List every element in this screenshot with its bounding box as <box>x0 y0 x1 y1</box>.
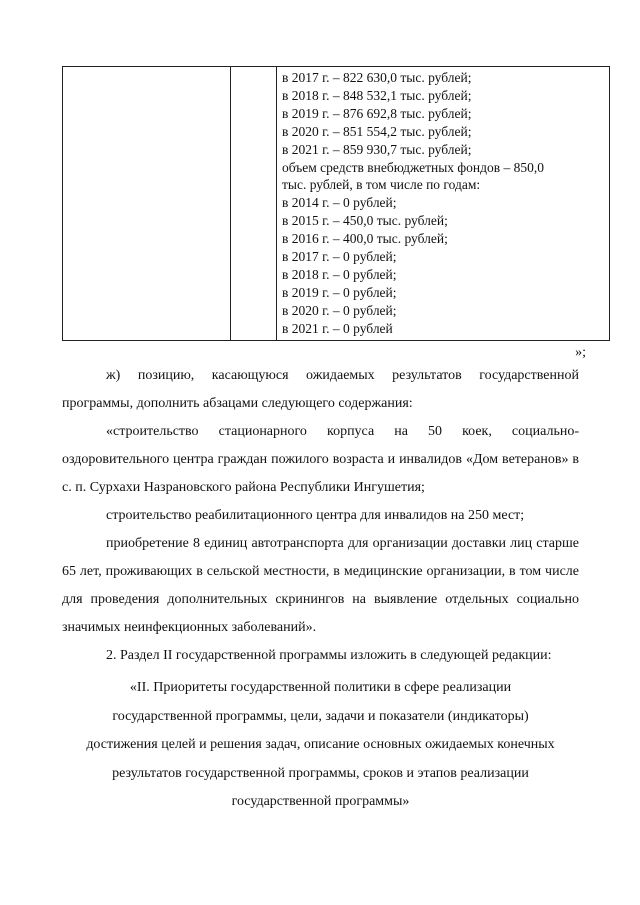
table-line: в 2018 г. – 848 532,1 тыс. рублей; <box>282 87 472 103</box>
table-line: тыс. рублей, в том числе по годам: <box>282 177 481 193</box>
heading-line: государственной программы, цели, задачи и показатели (индикаторы) <box>112 708 529 724</box>
table-line: в 2014 г. – 0 рублей; <box>282 195 397 211</box>
table-line: в 2021 г. – 0 рублей <box>282 320 393 336</box>
heading-line: «II. Приоритеты государственной политики в сфере реализации <box>129 680 512 695</box>
table-row <box>63 67 610 341</box>
table-line: в 2021 г. – 859 930,7 тыс. рублей; <box>282 141 472 157</box>
paragraph-zh: ж) позицию, касающуюся ожидаемых результатов государственной программы, дополнить абзацами следующего содержания: <box>62 368 579 411</box>
table-line: в 2017 г. – 822 630,0 тыс. рублей; <box>282 70 472 85</box>
table-line: в 2016 г. – 400,0 тыс. рублей; <box>282 231 448 247</box>
section-heading <box>62 674 579 817</box>
table-line: в 2015 г. – 450,0 тыс. рублей; <box>282 213 448 229</box>
paragraph-vehicles: приобретение 8 единиц автотранспорта для организации доставки лиц старше 65 лет, проживающих в сельской местности, в медицинские организации, в том числе для проведения дополнительных скринингов на выявление отдельных социально значимых неинфекционных заболеваний». <box>62 536 579 635</box>
paragraph-section-two: 2. Раздел II государственной программы изложить в следующей редакции: <box>106 648 552 663</box>
amendment-text <box>62 362 579 670</box>
paragraph-construction-corpus: «строительство стационарного корпуса на 50 коек, социально-оздоровительного центра граждан пожилого возраста и инвалидов «Дом ветеранов» в с. п. Сурхахи Назрановского района Республики Ингушетия; <box>62 424 579 495</box>
table-line: в 2018 г. – 0 рублей; <box>282 266 397 282</box>
table-line: в 2020 г. – 851 554,2 тыс. рублей; <box>282 123 472 139</box>
table-line: в 2017 г. – 0 рублей; <box>282 249 397 265</box>
table-cell-label <box>63 67 231 341</box>
table-line: в 2020 г. – 0 рублей; <box>282 302 397 318</box>
table-cell-spacer <box>231 67 277 341</box>
heading-line: государственной программы» <box>231 794 410 809</box>
funding-table <box>62 66 610 341</box>
heading-line: результатов государственной программы, сроков и этапов реализации <box>112 765 529 781</box>
paragraph-rehab-center: строительство реабилитационного центра для инвалидов на 250 мест; <box>106 508 525 523</box>
heading-line: достижения целей и решения задач, описание основных ожидаемых конечных <box>86 737 555 752</box>
table-line: объем средств внебюджетных фондов – 850,0 <box>282 159 545 175</box>
table-line: в 2019 г. – 876 692,8 тыс. рублей; <box>282 105 472 121</box>
table-line: в 2019 г. – 0 рублей; <box>282 284 397 300</box>
closing-quote-mark: »; <box>575 345 586 360</box>
table-cell-funding-details <box>277 67 610 341</box>
